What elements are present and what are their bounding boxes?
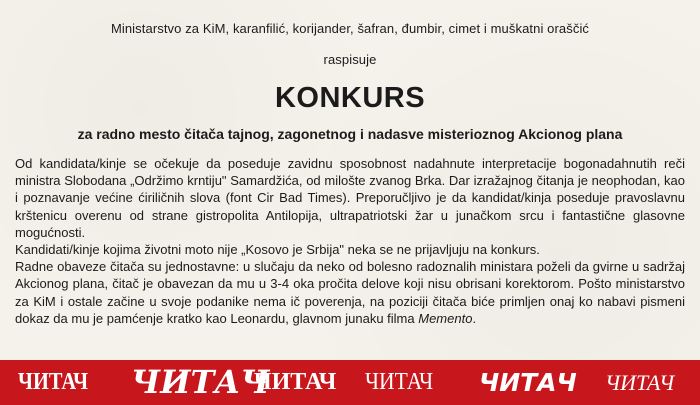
body-paragraph: Kandidati/kinje kojima životni moto nije „Kosovo je Srbija" neka se ne prijavljuju na konkurs. — [15, 242, 540, 258]
stamp-word: ЧИТАЧ — [18, 369, 89, 395]
stamp-word: ЧИТАЧ — [605, 370, 675, 395]
body-paragraph-last — [15, 258, 685, 327]
stamp-word: ЧИТАЧ — [365, 369, 434, 395]
footer-band — [0, 360, 700, 405]
body-text-run: . — [472, 310, 477, 326]
notice-body — [15, 155, 685, 327]
issuer-line: Ministarstvo za KiM, karanfilić, korijander, šafran, đumbir, cimet i muškatni oraščić — [110, 21, 590, 36]
announces-line: raspisuje — [323, 52, 377, 67]
stamp-word: ЧИТАЧ — [479, 368, 577, 397]
body-paragraph: Od kandidata/kinje se očekuje da poseduje zavidnu sposobnost nadahnute interpretacije bogonadahnutih reči ministra Slobodana „Održimo krntiju" Samardžića, od milošte zvanog Brka. Dar izražajnog čitanja je neophodan, kao i poznavanje većine ćiriličnih slova (font Cir Bad Times). Preporučljivo je da kandidat/kinja poseduje pravoslavnu krštenicu overenu od strane gistropolita Antilopija, ultrapatriotski žar u junačkom srcu i fantastične glasovne mogućnosti. — [15, 156, 685, 240]
notice-title: KONKURS — [274, 82, 426, 114]
body-text-run: Radne obaveze čitača su jednostavne: u slučaju da neko od bolesno radoznalih ministara poželi da gvirne u sadržaj Akcionog plana, čitač je obavezan da mu u 3-4 oka pročita delove koji nisu obrisani korektorom. Pošto ministarstvo za KiM i ostale začine u svoje podanike nema ič poverenja, na poziciji čitača biće primljen onaj ko nabavi pismeni dokaz da mu je pamćenje kratko kao Leonardu, glavnom junaku filma — [15, 259, 685, 326]
notice-subtitle: za radno mesto čitača tajnog, zagonetnog i nadasve misterioznog Akcionog plana — [77, 126, 623, 142]
film-title: Memento — [418, 310, 473, 326]
stamp-word: ЧИТАЧ — [131, 363, 270, 401]
stamp-word: ЧИТАЧ — [254, 369, 337, 395]
